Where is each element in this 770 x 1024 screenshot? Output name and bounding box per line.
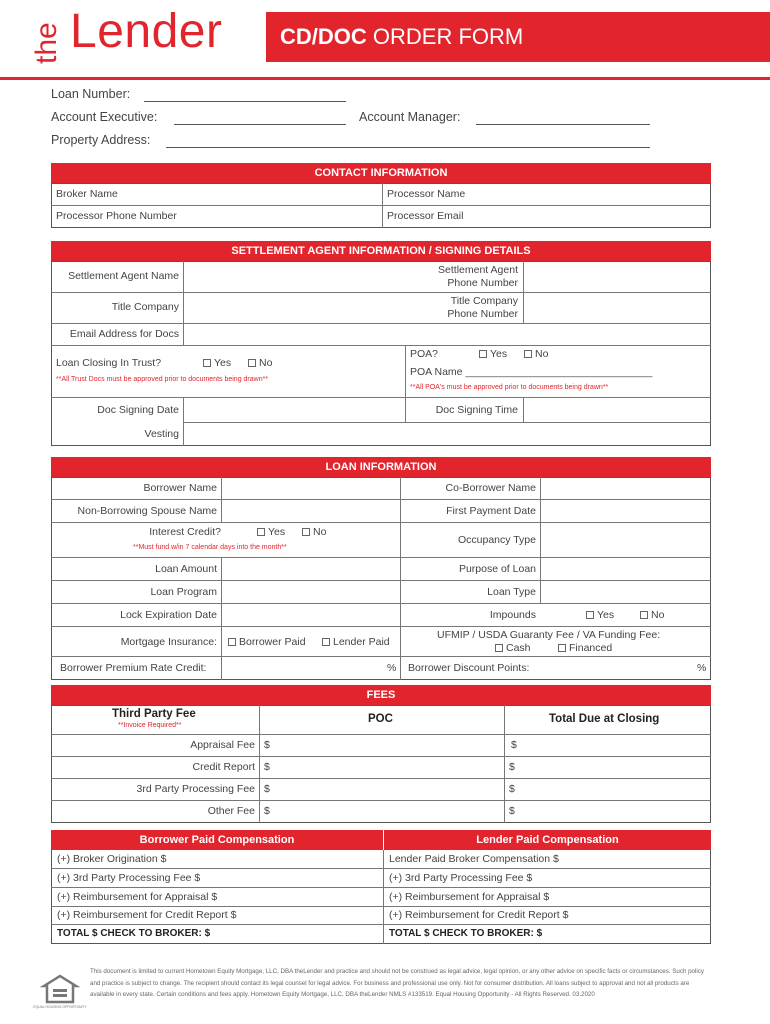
lender-paid-option[interactable] <box>322 636 390 648</box>
divider <box>51 345 711 346</box>
divider <box>183 422 711 423</box>
lender-paid-label: Lender Paid <box>333 636 390 648</box>
divider <box>221 477 222 522</box>
settlement-agent-phone-label-1: Settlement Agent <box>438 264 518 276</box>
account-manager-label: Account Manager: <box>359 110 461 124</box>
closing-trust-no[interactable] <box>248 357 272 369</box>
checkbox-icon[interactable] <box>524 350 532 358</box>
purpose-label: Purpose of Loan <box>458 563 536 575</box>
checkbox-icon[interactable] <box>586 611 594 619</box>
processor-name-field[interactable]: Processor Name <box>387 188 466 200</box>
poa-yes[interactable] <box>479 348 507 360</box>
premium-rate-label: Borrower Premium Rate Credit: <box>60 662 207 674</box>
divider <box>51 522 711 523</box>
poa-label: POA? <box>410 348 439 360</box>
broker-origination-field[interactable]: (+) Broker Origination $ <box>57 853 167 865</box>
checkbox-icon[interactable] <box>257 528 265 536</box>
processor-email-field[interactable]: Processor Email <box>387 210 464 222</box>
fees-heading: FEES <box>51 685 711 705</box>
checkbox-icon[interactable] <box>640 611 648 619</box>
divider <box>51 778 711 779</box>
divider <box>183 261 184 323</box>
divider <box>51 205 711 206</box>
doc-signing-date-label: Doc Signing Date <box>97 404 179 416</box>
borrower-comp-heading: Borrower Paid Compensation <box>51 830 383 850</box>
coborrower-name-label: Co-Borrower Name <box>445 482 536 494</box>
divider <box>51 734 711 735</box>
divider <box>383 850 384 944</box>
invoice-note: **Invoice Required** <box>118 722 182 729</box>
loan-type-label: Loan Type <box>487 586 536 598</box>
ufmip-label: UFMIP / USDA Guaranty Fee / VA Funding Fee: <box>437 629 661 641</box>
no-label: No <box>651 609 665 621</box>
loan-amount-label: Loan Amount <box>155 563 217 575</box>
account-executive-label: Account Executive: <box>51 110 158 124</box>
lender-broker-comp-field[interactable]: Lender Paid Broker Compensation $ <box>389 853 559 865</box>
property-address-field[interactable] <box>166 147 650 148</box>
checkbox-icon[interactable] <box>558 644 566 652</box>
settlement-agent-name-label: Settlement Agent Name <box>68 270 179 282</box>
divider <box>504 705 505 823</box>
svg-text:the: the <box>30 22 63 64</box>
divider <box>183 323 184 345</box>
financed-label: Financed <box>569 642 613 654</box>
loan-heading: LOAN INFORMATION <box>51 457 711 477</box>
trust-note: **All Trust Docs must be approved prior to documents being drawn** <box>56 376 269 383</box>
divider <box>221 557 222 680</box>
total-due-field[interactable]: $ <box>509 805 515 817</box>
borrower-total-field[interactable]: TOTAL $ CHECK TO BROKER: $ <box>57 928 211 939</box>
account-manager-field[interactable] <box>476 124 650 125</box>
no-label: No <box>313 526 327 538</box>
doc-signing-time-label: Doc Signing Time <box>435 404 518 416</box>
borrower-paid-option[interactable] <box>228 636 306 648</box>
lender-credit-report-field[interactable]: (+) Reimbursement for Credit Report $ <box>389 909 569 921</box>
loan-program-label: Loan Program <box>150 586 217 598</box>
impounds-label: Impounds <box>489 609 536 621</box>
divider <box>51 924 711 925</box>
no-label: No <box>535 348 549 360</box>
checkbox-icon[interactable] <box>228 638 236 646</box>
property-address-label: Property Address: <box>51 133 151 147</box>
other-fee-label: Other Fee <box>207 805 255 817</box>
divider <box>51 499 711 500</box>
settlement-table <box>51 261 711 446</box>
divider <box>51 397 711 398</box>
divider <box>51 292 711 293</box>
impounds-no[interactable] <box>640 609 664 621</box>
divider <box>523 261 524 323</box>
processing-fee-label: 3rd Party Processing Fee <box>136 783 255 795</box>
checkbox-icon[interactable] <box>302 528 310 536</box>
discount-points-percent: % <box>697 662 707 674</box>
interest-credit-label: Interest Credit? <box>149 526 221 538</box>
divider <box>259 705 260 823</box>
first-payment-label: First Payment Date <box>446 505 536 517</box>
divider <box>51 800 711 801</box>
premium-rate-percent: % <box>387 662 397 674</box>
divider <box>51 626 711 627</box>
lock-expiration-label: Lock Expiration Date <box>120 609 217 621</box>
title-company-phone-label-1: Title Company <box>450 295 518 307</box>
closing-trust-label: Loan Closing In Trust? <box>56 357 162 369</box>
email-docs-label: Email Address for Docs <box>69 328 179 340</box>
divider <box>51 887 711 888</box>
divider <box>51 557 711 558</box>
poc-header: POC <box>368 713 393 725</box>
form-title <box>266 12 770 62</box>
account-executive-field[interactable] <box>174 124 346 125</box>
vesting-label: Vesting <box>144 428 179 440</box>
checkbox-icon[interactable] <box>479 350 487 358</box>
form-title-bold: CD/DOC <box>280 24 367 49</box>
lender-processing-fee-field[interactable]: (+) 3rd Party Processing Fee $ <box>389 872 533 884</box>
poa-note: **All POA's must be approved prior to documents being drawn** <box>410 384 609 391</box>
checkbox-icon[interactable] <box>203 359 211 367</box>
title-company-label: Title Company <box>111 301 179 313</box>
poc-amount-field[interactable]: $ <box>264 805 270 817</box>
no-label: No <box>259 357 273 369</box>
non-borrowing-spouse-label: Non-Borrowing Spouse Name <box>77 505 217 517</box>
lender-total-field[interactable]: TOTAL $ CHECK TO BROKER: $ <box>389 928 543 939</box>
mortgage-insurance-label: Mortgage Insurance: <box>120 636 217 648</box>
lender-appraisal-field[interactable]: (+) Reimbursement for Appraisal $ <box>389 891 550 903</box>
poc-amount-field[interactable]: $ <box>264 739 270 751</box>
poa-name-field[interactable]: POA Name ________________________________ <box>410 366 653 378</box>
borrower-name-label: Borrower Name <box>143 482 217 494</box>
broker-name-field[interactable]: Broker Name <box>56 188 118 200</box>
divider <box>51 906 711 907</box>
footer-disclaimer: This document is limited to current Hometown Equity Mortgage, LLC, DBA theLender and practice and should not be construed as legal advice, legal opinion, or any other advice on specific facts or circumstances. Such policy and practice is subject to change. The recipient should contact its legal counsel for legal advice. For business and professional use only. Not for consumer distribution. All loans subject to approval and not all products are available in every state. Certain conditions and fees apply. Hometown Equity Mortgage, LLC, DBA theLender NMLS #133519. Equal Housing Opportunity - All Rights Reserved. 03.2020 <box>90 968 704 998</box>
total-due-header: Total Due at Closing <box>549 713 660 725</box>
divider <box>51 323 711 324</box>
logo-lender: Lender <box>70 5 223 58</box>
checkbox-icon[interactable] <box>322 638 330 646</box>
total-due-field[interactable]: $ <box>509 783 515 795</box>
discount-points-label: Borrower Discount Points: <box>408 662 530 674</box>
checkbox-icon[interactable] <box>248 359 256 367</box>
yes-label: Yes <box>268 526 286 538</box>
yes-label: Yes <box>490 348 508 360</box>
contact-heading: CONTACT INFORMATION <box>51 163 711 183</box>
loan-number-field[interactable] <box>144 101 346 102</box>
divider <box>51 756 711 757</box>
borrower-processing-fee-field[interactable]: (+) 3rd Party Processing Fee $ <box>57 872 201 884</box>
interest-credit-no[interactable] <box>302 526 326 538</box>
equal-housing-icon <box>33 972 87 1012</box>
credit-report-label: Credit Report <box>192 761 255 773</box>
third-party-fee-header: Third Party Fee <box>112 708 196 720</box>
checkbox-icon[interactable] <box>495 644 503 652</box>
impounds-yes[interactable] <box>586 609 614 621</box>
settlement-agent-phone-label-2: Phone Number <box>447 277 518 289</box>
divider <box>51 603 711 604</box>
poc-amount-field[interactable]: $ <box>264 761 270 773</box>
appraisal-fee-label: Appraisal Fee <box>190 739 255 751</box>
ufmip-financed[interactable] <box>558 642 612 654</box>
divider <box>540 477 541 603</box>
lender-comp-heading: Lender Paid Compensation <box>383 830 711 850</box>
header-divider <box>0 77 770 80</box>
divider <box>523 397 524 422</box>
divider <box>382 183 383 228</box>
divider <box>183 397 184 446</box>
title-company-phone-label-2: Phone Number <box>447 308 518 320</box>
interest-credit-yes[interactable] <box>257 526 285 538</box>
cash-label: Cash <box>506 642 531 654</box>
divider <box>51 656 711 657</box>
eho-label: EQUAL HOUSING OPPORTUNITY <box>33 1005 87 1009</box>
settlement-heading: SETTLEMENT AGENT INFORMATION / SIGNING DETAILS <box>51 241 711 261</box>
borrower-appraisal-field[interactable]: (+) Reimbursement for Appraisal $ <box>57 891 218 903</box>
divider <box>400 477 401 680</box>
occupancy-label: Occupancy Type <box>457 534 536 546</box>
borrower-paid-label: Borrower Paid <box>239 636 306 648</box>
ufmip-cash[interactable] <box>495 642 531 654</box>
fund-note: **Must fund w/in 7 calendar days into the month** <box>133 544 287 551</box>
poa-no[interactable] <box>524 348 548 360</box>
logo-the <box>26 10 62 66</box>
poc-amount-field[interactable]: $ <box>264 783 270 795</box>
form-title-rest: ORDER FORM <box>366 24 524 49</box>
yes-label: Yes <box>214 357 232 369</box>
total-due-field[interactable]: $ <box>509 761 515 773</box>
divider <box>51 580 711 581</box>
closing-trust-yes[interactable] <box>203 357 231 369</box>
processor-phone-field[interactable]: Processor Phone Number <box>56 210 177 222</box>
loan-number-label: Loan Number: <box>51 87 131 101</box>
total-due-field[interactable]: $ <box>511 739 517 751</box>
borrower-credit-report-field[interactable]: (+) Reimbursement for Credit Report $ <box>57 909 237 921</box>
yes-label: Yes <box>597 609 615 621</box>
divider <box>51 868 711 869</box>
